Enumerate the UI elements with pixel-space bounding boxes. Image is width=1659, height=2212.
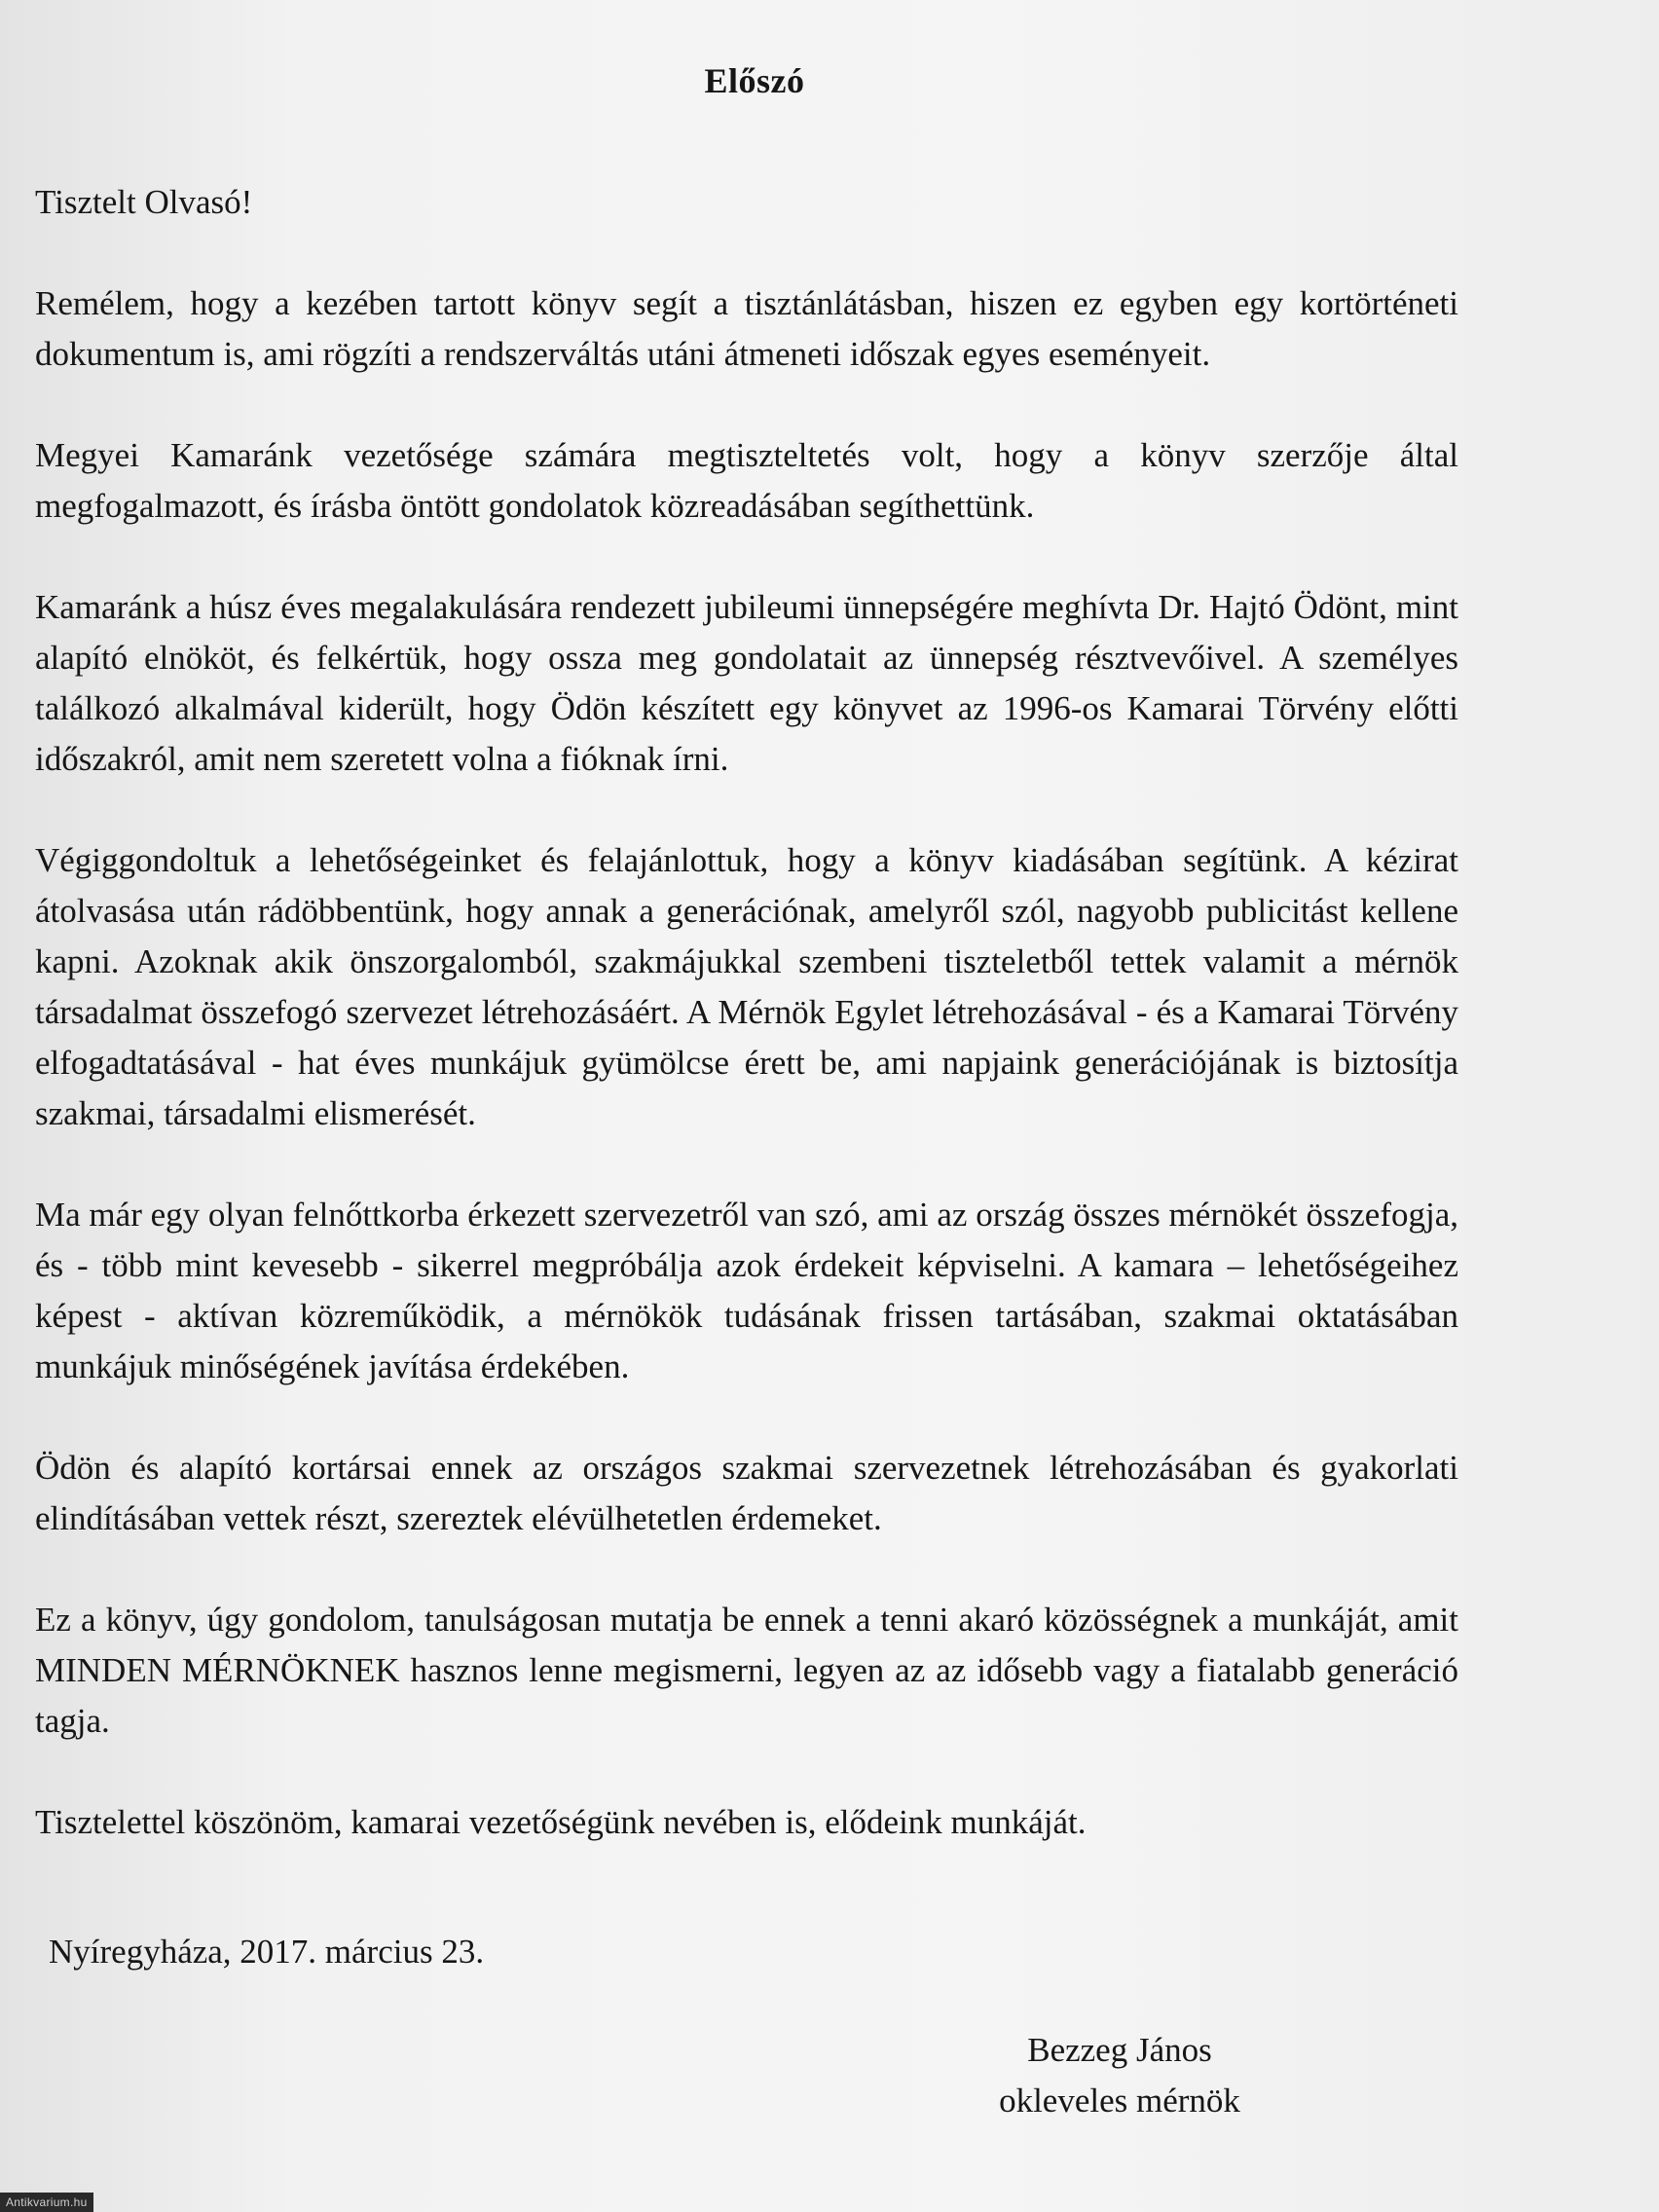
place-date: Nyíregyháza, 2017. március 23.	[49, 1933, 485, 1971]
page-title: Előszó	[704, 61, 805, 100]
paragraph-5: Ma már egy olyan felnőttkorba érkezett szervezetről van szó, ami az ország összes mérnökét összefogja, és - több mint kevesebb - sikerrel megpróbálja azok érdekeit képviselni. A kamara – lehetőségeihez képest - aktívan közreműködik, a mérnökök tudásának frissen tartásában, szakmai oktatásában munkájuk minőségének javítása érdekében.	[35, 1196, 1458, 1385]
paragraph-3: Kamaránk a húsz éves megalakulására rendezett jubileumi ünnepségére meghívta Dr. Hajtó Ödönt, mint alapító elnököt, és felkértük, hogy ossza meg gondolatait az ünnepség résztvevőivel. A személyes találkozó alkalmával kiderült, hogy Ödön készített egy könyvet az 1996-os Kamarai Törvény előtti időszakról, amit nem szeretett volna a fióknak írni.	[35, 588, 1458, 778]
salutation: Tisztelt Olvasó!	[35, 183, 253, 221]
signature-role: okleveles mérnök	[999, 2082, 1240, 2120]
source-watermark: Antikvarium.hu	[0, 2193, 93, 2212]
paragraph-6: Ödön és alapító kortársai ennek az országos szakmai szervezetnek létrehozásában és gyakorlati elindításában vettek részt, szereztek elévülhetetlen érdemeket.	[35, 1449, 1458, 1537]
signature-block	[983, 2025, 1256, 2126]
document-body	[35, 177, 1458, 1899]
paragraph-1: Remélem, hogy a kezében tartott könyv segít a tisztánlátásban, hiszen ez egyben egy kortörténeti dokumentum is, ami rögzíti a rendszerváltás utáni átmeneti időszak egyes eseményeit.	[35, 284, 1458, 373]
signature-name: Bezzeg János	[1027, 2031, 1212, 2069]
paragraph-2: Megyei Kamaránk vezetősége számára megtiszteltetés volt, hogy a könyv szerzője által megfogalmazott, és írásba öntött gondolatok közreadásában segíthettünk.	[35, 436, 1458, 525]
paragraph-7: Ez a könyv, úgy gondolom, tanulságosan mutatja be ennek a tenni akaró közösségnek a munkáját, amit MINDEN MÉRNÖKNEK hasznos lenne megismerni, legyen az az idősebb vagy a fiatalabb generáció tagja.	[35, 1601, 1458, 1740]
paragraph-4: Végiggondoltuk a lehetőségeinket és felajánlottuk, hogy a könyv kiadásában segítünk. A kézirat átolvasása után rádöbbentünk, hogy annak a generációnak, amelyről szól, nagyobb publicitást kellene kapni. Azoknak akik önszorgalomból, szakmájukkal szembeni tiszteletből tettek valamit a mérnök társadalmat összefogó szervezet létrehozásáért. A Mérnök Egylet létrehozásával - és a Kamarai Törvény elfogadtatásával - hat éves munkájuk gyümölcse érett be, ami napjaink generációjának is biztosítja szakmai, társadalmi elismerését.	[35, 841, 1458, 1132]
paragraph-8: Tisztelettel köszönöm, kamarai vezetőségünk nevében is, elődeink munkáját.	[35, 1803, 1087, 1841]
